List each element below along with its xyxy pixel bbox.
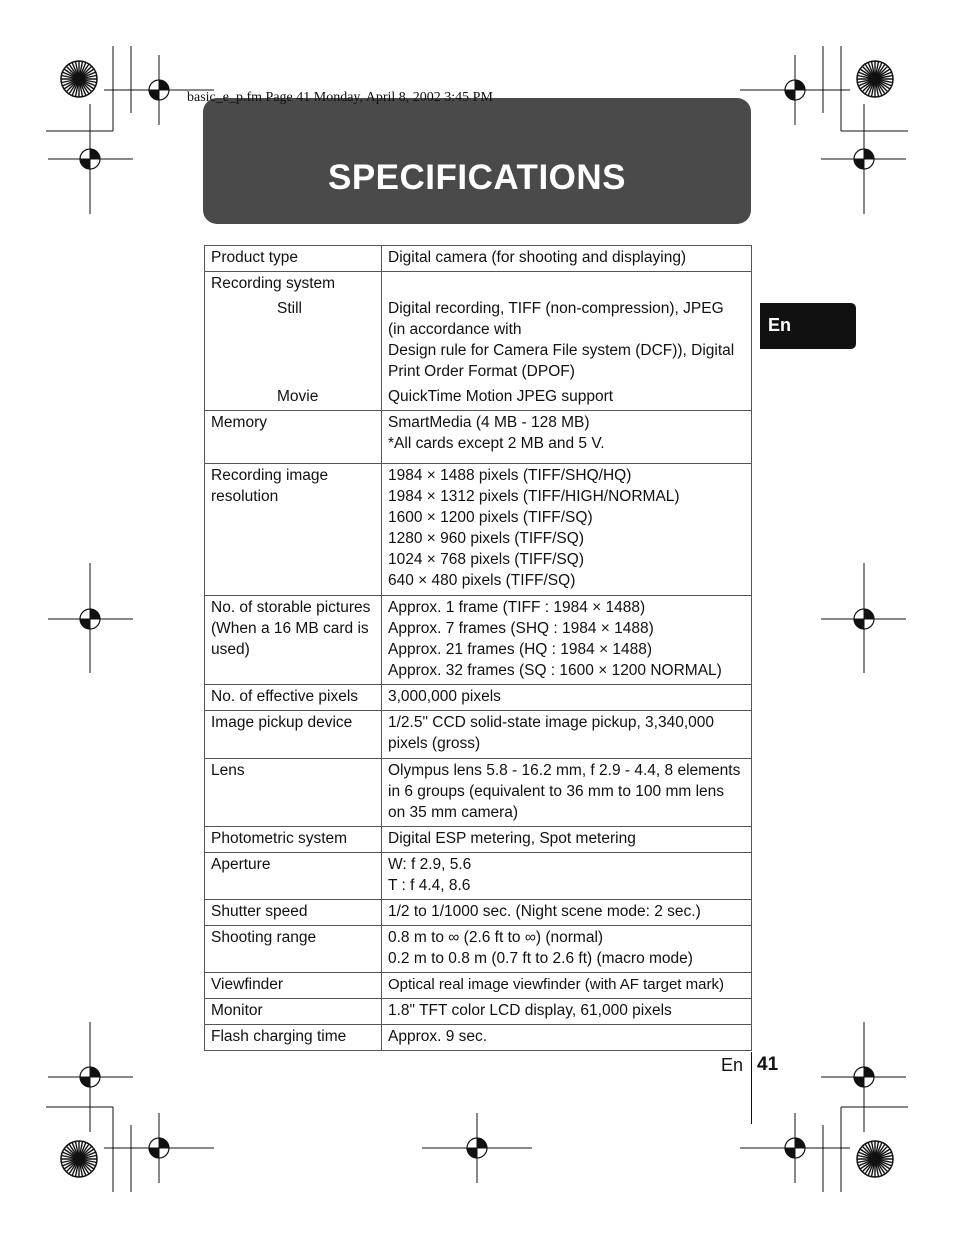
spec-value: T : f 4.4, 8.6 bbox=[388, 877, 471, 894]
registration-mark-icon bbox=[80, 1067, 100, 1087]
spec-label: Lens bbox=[205, 759, 382, 827]
spec-value: 3,000,000 pixels bbox=[382, 685, 752, 711]
registration-mark-icon bbox=[785, 1138, 805, 1158]
spec-value: 1984 × 1312 pixels (TIFF/HIGH/NORMAL) bbox=[388, 488, 680, 505]
registration-mark-icon bbox=[149, 1138, 169, 1158]
footer-language: En bbox=[721, 1055, 744, 1075]
spec-value: Digital ESP metering, Spot metering bbox=[382, 827, 752, 853]
spec-label: Aperture bbox=[205, 853, 382, 900]
spec-label: Monitor bbox=[205, 999, 382, 1025]
spec-sublabel-movie: Movie bbox=[277, 388, 319, 405]
spec-value: Approx. 32 frames (SQ : 1600 × 1200 NORMAL) bbox=[388, 662, 722, 679]
spec-label: Photometric system bbox=[205, 827, 382, 853]
print-header: basic_e_p.fm Page 41 Monday, April 8, 2002 3:45 PM bbox=[187, 90, 493, 105]
spec-value: Approx. 21 frames (HQ : 1984 × 1488) bbox=[388, 641, 653, 658]
spec-value: Approx. 7 frames (SHQ : 1984 × 1488) bbox=[388, 620, 654, 637]
language-tab-label: En bbox=[768, 315, 792, 335]
spec-value: 1984 × 1488 pixels (TIFF/SHQ/HQ) bbox=[388, 467, 632, 484]
spec-value: 1/2.5" CCD solid-state image pickup, 3,340,000 pixels (gross) bbox=[382, 711, 752, 759]
spec-value: Olympus lens 5.8 - 16.2 mm, f 2.9 - 4.4, 8 elements in 6 groups (equivalent to 36 mm to 100 mm lens on 35 mm camera) bbox=[382, 759, 752, 827]
spec-sublabel-still: Still bbox=[277, 300, 302, 317]
spec-value: 1.8" TFT color LCD display, 61,000 pixels bbox=[382, 999, 752, 1025]
spec-value: QuickTime Motion JPEG support bbox=[388, 388, 614, 405]
registration-mark-icon bbox=[854, 609, 874, 629]
starburst-target-icon bbox=[857, 61, 893, 97]
starburst-target-icon bbox=[61, 1141, 97, 1177]
spec-value: 1024 × 768 pixels (TIFF/SQ) bbox=[388, 551, 584, 568]
spec-label: Recording system bbox=[211, 275, 336, 292]
spec-label: Shutter speed bbox=[205, 900, 382, 926]
spec-value: Digital recording, TIFF (non-compression), JPEG (in accordance with bbox=[388, 300, 724, 338]
spec-value: *All cards except 2 MB and 5 V. bbox=[388, 435, 605, 452]
spec-label: No. of effective pixels bbox=[205, 685, 382, 711]
starburst-target-icon bbox=[61, 61, 97, 97]
spec-value: 1600 × 1200 pixels (TIFF/SQ) bbox=[388, 509, 593, 526]
spec-value: Approx. 9 sec. bbox=[382, 1025, 752, 1051]
page-title: SPECIFICATIONS bbox=[327, 158, 627, 197]
registration-mark-icon bbox=[854, 149, 874, 169]
registration-mark-icon bbox=[80, 609, 100, 629]
spec-value: Digital camera (for shooting and displaying) bbox=[382, 246, 752, 272]
spec-value: 0.2 m to 0.8 m (0.7 ft to 2.6 ft) (macro mode) bbox=[388, 950, 693, 967]
registration-mark-icon bbox=[80, 149, 100, 169]
registration-mark-icon bbox=[467, 1138, 487, 1158]
registration-mark-icon bbox=[785, 80, 805, 100]
spec-label: Viewfinder bbox=[205, 973, 382, 999]
spec-value: 640 × 480 pixels (TIFF/SQ) bbox=[388, 572, 576, 589]
spec-value: 0.8 m to ∞ (2.6 ft to ∞) (normal) bbox=[388, 929, 604, 946]
page-number: 41 bbox=[757, 1054, 779, 1075]
spec-value: Approx. 1 frame (TIFF : 1984 × 1488) bbox=[388, 599, 646, 616]
spec-value: SmartMedia (4 MB - 128 MB) bbox=[388, 414, 590, 431]
spec-label: Image pickup device bbox=[205, 711, 382, 759]
spec-label: Product type bbox=[205, 246, 382, 272]
spec-label: Memory bbox=[205, 411, 382, 464]
spec-value: W: f 2.9, 5.6 bbox=[388, 856, 472, 873]
spec-label: Shooting range bbox=[205, 926, 382, 973]
starburst-target-icon bbox=[857, 1141, 893, 1177]
spec-label: No. of storable pictures (When a 16 MB card is used) bbox=[205, 596, 382, 685]
spec-value: 1280 × 960 pixels (TIFF/SQ) bbox=[388, 530, 584, 547]
spec-value: 1/2 to 1/1000 sec. (Night scene mode: 2 sec.) bbox=[382, 900, 752, 926]
spec-value: Design rule for Camera File system (DCF)), Digital Print Order Format (DPOF) bbox=[388, 342, 735, 380]
registration-mark-icon bbox=[149, 80, 169, 100]
spec-label: Flash charging time bbox=[205, 1025, 382, 1051]
registration-mark-icon bbox=[854, 1067, 874, 1087]
spec-value: Optical real image viewfinder (with AF target mark) bbox=[382, 973, 752, 999]
spec-label: Recording image resolution bbox=[205, 464, 382, 596]
